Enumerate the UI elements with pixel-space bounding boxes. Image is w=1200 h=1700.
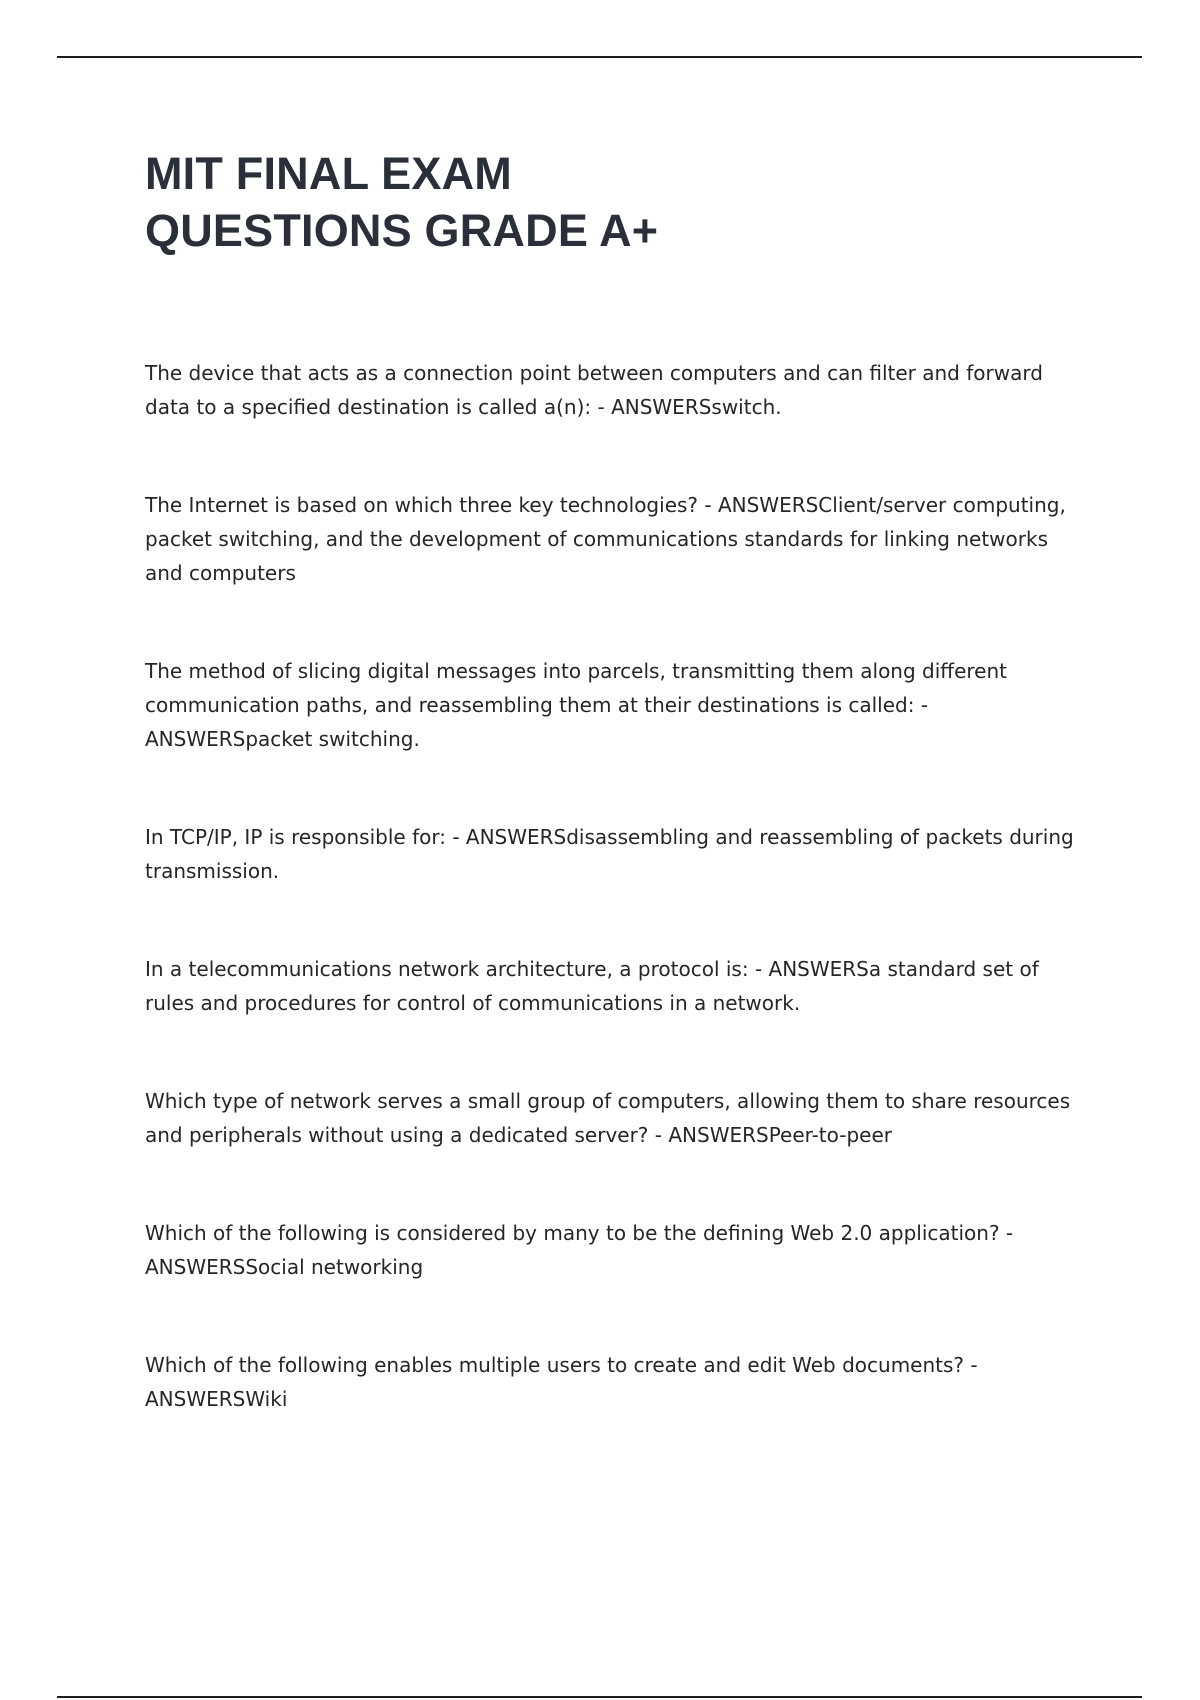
title-line-1: MIT FINAL EXAM	[145, 148, 512, 199]
qa-item: The device that acts as a connection point between computers and can filter and forward data to a specified destination is called a(n): - ANSWERSswitch.	[145, 361, 1043, 419]
qa-item: Which of the following is considered by many to be the defining Web 2.0 application? - ANSWERSSocial networking	[145, 1221, 1014, 1279]
qa-item: Which of the following enables multiple users to create and edit Web documents? - ANSWERSWiki	[145, 1353, 978, 1411]
qa-item: Which type of network serves a small group of computers, allowing them to share resources and peripherals without using a dedicated server? - ANSWERSPeer-to-peer	[145, 1089, 1071, 1147]
bottom-rule	[57, 1696, 1142, 1698]
top-rule	[57, 56, 1142, 58]
document-content	[145, 145, 1085, 1416]
qa-item: The method of slicing digital messages into parcels, transmitting them along different communication paths, and reassembling them at their destinations is called: - ANSWERSpacket switching.	[145, 659, 1007, 751]
qa-list	[145, 356, 1085, 1416]
qa-item: In a telecommunications network architecture, a protocol is: - ANSWERSa standard set of rules and procedures for control of communications in a network.	[145, 957, 1039, 1015]
qa-item: The Internet is based on which three key technologies? - ANSWERSClient/server computing, packet switching, and the development of communications standards for linking networks and computers	[145, 493, 1066, 585]
qa-item: In TCP/IP, IP is responsible for: - ANSWERSdisassembling and reassembling of packets during transmission.	[145, 825, 1074, 883]
document-title	[145, 145, 1085, 259]
title-line-2: QUESTIONS GRADE A+	[145, 205, 659, 256]
